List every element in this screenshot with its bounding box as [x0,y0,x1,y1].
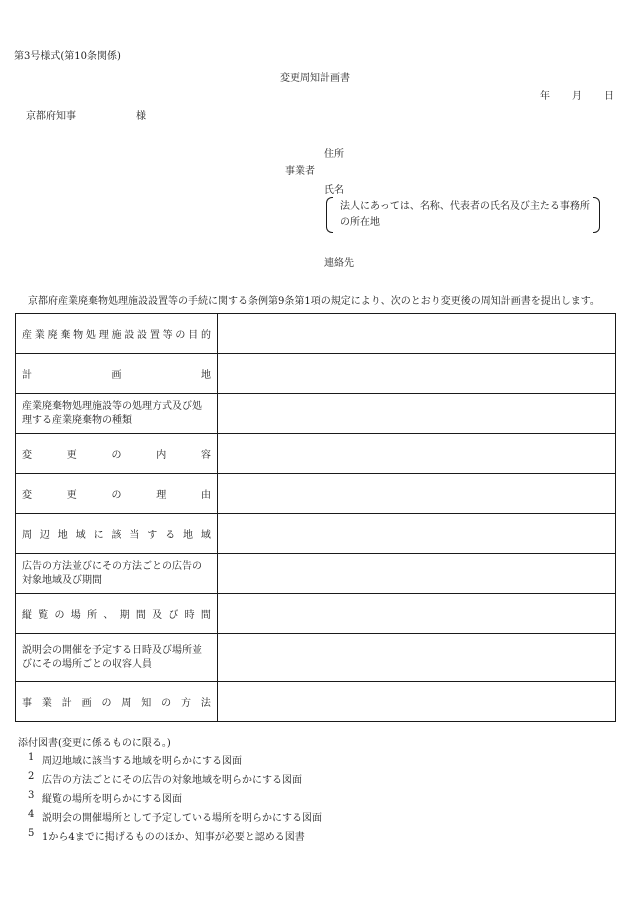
corporate-note [326,197,600,233]
attachment-item [28,752,322,771]
table-row [16,554,616,594]
label-char: 廃 [47,330,58,341]
row-label-text: 説明会の開催を予定する日時及び場所並びにその場所ごとの収容人員 [22,644,202,670]
date-year-label: 年 [540,91,550,102]
table-row [16,314,616,354]
table-row [16,594,616,634]
label-char: 等 [162,330,173,341]
contact-label: 連絡先 [324,258,354,269]
attachment-text: 1から4までに掲げるもののほか、知事が必要と認める図書 [42,832,305,843]
row-label [16,514,218,554]
label-char: 期 [119,610,130,621]
label-char: 計 [61,698,72,709]
label-char: 周 [121,698,132,709]
date-day-label: 日 [604,91,614,102]
label-char: 的 [200,330,211,341]
label-char: 周 [22,530,32,541]
date-month-label: 月 [572,91,582,102]
label-char: 法 [200,698,211,709]
name-label: 氏名 [324,185,344,196]
label-char: 地 [57,530,68,541]
table-row [16,354,616,394]
row-label [16,434,218,474]
label-char: の [111,490,122,501]
row-value-field[interactable] [218,474,616,514]
row-label [16,682,218,722]
row-label [16,354,218,394]
corporate-note-text: 法人にあっては、名称、代表者の氏名及び主たる事務所の所在地 [340,201,590,228]
attachment-item [28,790,322,809]
date-line [540,87,614,102]
row-value-field[interactable] [218,434,616,474]
row-value-field[interactable] [218,682,616,722]
attachment-number: 3 [28,790,35,801]
label-char: 内 [156,450,167,461]
label-char: び [168,610,179,621]
row-label [16,594,218,634]
label-char: 変 [22,490,32,501]
label-char: 設 [137,330,148,341]
label-char: す [147,530,158,541]
attachment-item [28,771,322,790]
table-row [16,394,616,434]
attachment-text: 周辺地域に該当する地域を明らかにする図面 [42,756,242,767]
label-char: 業 [34,330,45,341]
label-char: 由 [201,490,211,501]
label-char: 棄 [60,330,71,341]
row-label-text [22,326,211,341]
row-label-text: 広告の方法並びにその方法ごとの広告の対象地域及び期間 [22,560,202,586]
plan-table [15,313,616,722]
label-char: 容 [201,450,211,461]
label-char: 変 [22,450,32,461]
row-label-text [22,694,211,709]
row-label-text [22,486,211,501]
label-char: 域 [75,530,86,541]
label-char: 物 [73,330,84,341]
label-char: 辺 [39,530,50,541]
row-value-field[interactable] [218,634,616,682]
table-row [16,514,616,554]
label-char: 画 [111,370,122,381]
label-char: 処 [85,330,96,341]
addressee-name: 京都府知事 [26,111,76,122]
label-char: 、 [103,610,114,621]
label-char: 画 [81,698,92,709]
row-label-text [22,446,211,461]
attachment-number: 4 [28,809,35,820]
label-char: 所 [87,610,98,621]
table-row [16,434,616,474]
attachment-number: 2 [28,771,35,782]
label-char: 間 [200,610,211,621]
label-char: 理 [156,490,167,501]
document-title: 変更周知計画書 [280,73,350,84]
label-char: 地 [183,530,194,541]
label-char: に [93,530,104,541]
label-char: 施 [111,330,122,341]
label-char: 覧 [38,610,49,621]
right-bracket [593,197,600,233]
attachment-text: 広告の方法ごとにその広告の対象地域を明らかにする図面 [42,775,302,786]
label-char: 場 [70,610,81,621]
label-char: の [175,330,186,341]
label-char: 方 [181,698,191,709]
attachment-item [28,828,322,847]
row-value-field[interactable] [218,394,616,434]
label-char: 計 [22,370,32,381]
attachments-list [28,752,322,847]
label-char: 更 [66,450,77,461]
form-id: 第3号様式(第10条関係) [14,51,121,62]
attachment-number: 5 [28,828,35,839]
addressee [26,107,146,122]
label-char: 当 [129,530,140,541]
row-value-field[interactable] [218,314,616,354]
label-char: の [161,698,172,709]
label-char: る [165,530,176,541]
label-char: 地 [201,370,211,381]
row-label-text [22,606,211,621]
row-label-text [22,526,211,541]
label-char: 及 [152,610,163,621]
attachment-text: 説明会の開催場所として予定している場所を明らかにする図面 [42,813,322,824]
left-bracket [326,197,333,233]
row-label [16,394,218,434]
label-char: 設 [124,330,135,341]
label-char: 産 [22,330,32,341]
attachment-text: 縦覧の場所を明らかにする図面 [42,794,182,805]
row-value-field[interactable] [218,554,616,594]
row-value-field[interactable] [218,514,616,554]
row-value-field[interactable] [218,594,616,634]
label-char: の [101,698,112,709]
attachments-heading: 添付図書(変更に係るものに限る。) [18,738,171,749]
label-char: 業 [41,698,52,709]
row-label [16,474,218,514]
label-char: 更 [66,490,77,501]
row-label-text: 産業廃棄物処理施設等の処理方式及び処理する産業廃棄物の種類 [22,400,202,426]
label-char: 域 [200,530,211,541]
row-label [16,554,218,594]
row-value-field[interactable] [218,354,616,394]
label-char: 間 [135,610,146,621]
attachment-number: 1 [28,752,35,763]
table-row [16,634,616,682]
label-char: の [54,610,65,621]
label-char: 該 [111,530,122,541]
label-char: 知 [141,698,152,709]
label-char: 理 [98,330,109,341]
address-label: 住所 [324,149,344,160]
label-char: 時 [184,610,195,621]
row-label [16,314,218,354]
label-char: 縦 [22,610,32,621]
label-char: 目 [188,330,199,341]
attachment-item [28,809,322,828]
addressee-honorific: 様 [136,111,146,122]
table-row [16,474,616,514]
intro-text: 京都府産業廃棄物処理施設設置等の手続に関する条例第9条第1項の規定により、次のとおり変更後の周知計画書を提出します。 [28,296,600,307]
label-char: 事 [22,698,32,709]
row-label-text [22,366,211,381]
row-label [16,634,218,682]
label-char: の [111,450,122,461]
label-char: 置 [149,330,160,341]
operator-label: 事業者 [285,166,315,177]
table-row [16,682,616,722]
